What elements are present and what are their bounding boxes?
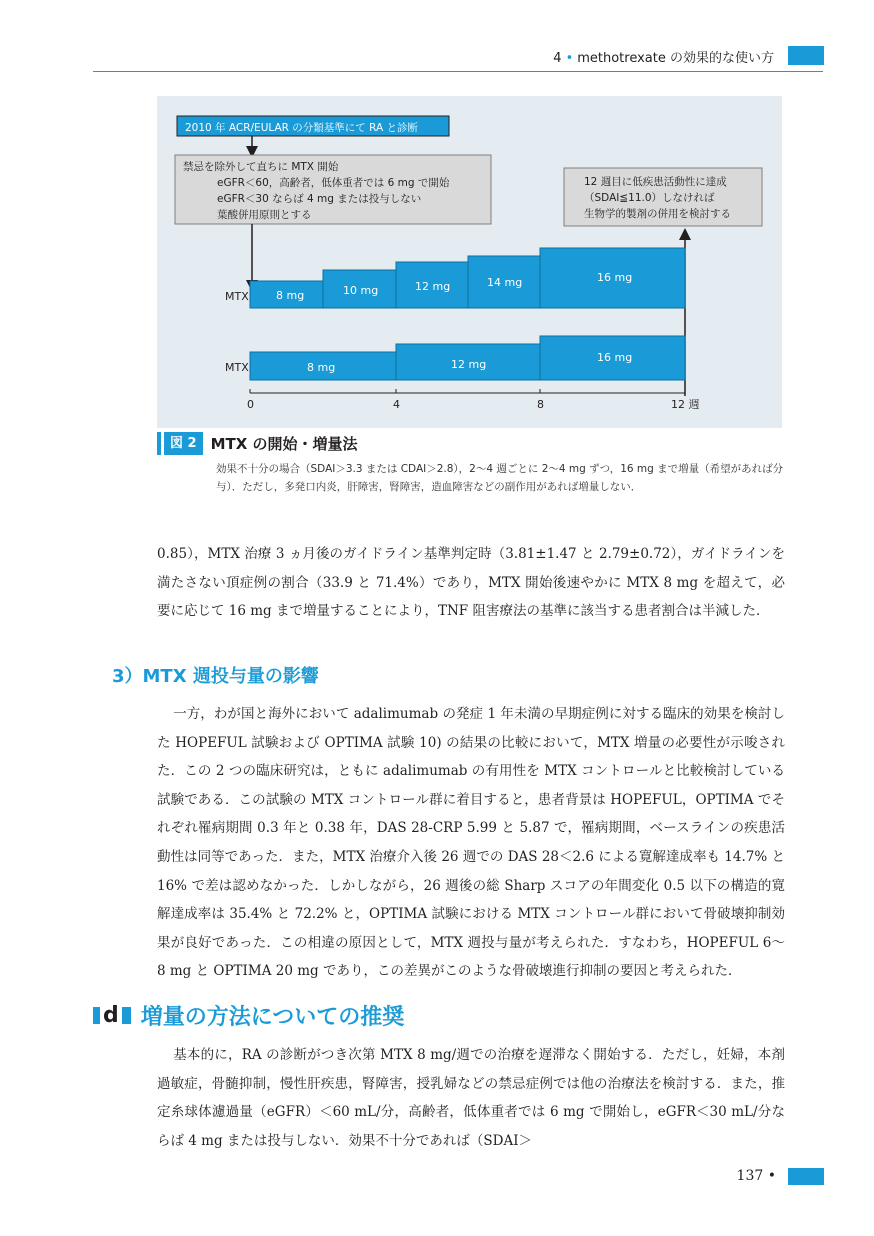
row2-step-label: 8 mg [307,361,336,374]
section-marker-square [122,1007,131,1024]
row1-step-label: 16 mg [597,271,633,284]
body-paragraph-2: 一方，わが国と海外において adalimumab の発症 1 年未満の早期症例に対する臨床的効果を検討した HOPEFUL 試験および OPTIMA 試験 10) の結果の比較において，MTX 増量の必要性が示唆された．この 2 つの臨床研究は，ともに adalimumab の有用性を MTX コントロールと比較検討している試験である．この試験の MTX コントロール群に着目すると，患者背景は HOPEFUL，OPTIMA でそれぞれ罹病期間 0.3 年と 0.38 年，DAS 28-CRP 5.99 と 5.87 で，罹病期間，ベースラインの疾患活動性は同等であった．また，MTX 治療介入後 26 週での DAS 28＜2.6 による寛解達成率も 14.7% と 16% で差は認めなかった．しかしながら，26 週後の総 Sharp スコアの年間変化 0.5 以下の構造的寛解達成率は 35.4% と 72.2% と，OPTIMA 試験における MTX コントロール群において骨破壊抑制効果が良好であった．この相違の原因として，MTX 週投与量が考えられた．すなわち，HOPEFUL 6〜8 mg と OPTIMA 20 mg であり，この差異がこのような骨破壊進行抑制の要因と考えられた． [157,706,785,980]
row2-step-label: 12 mg [451,358,487,371]
start-box-line-3: eGFR＜30 ならば 4 mg または投与しない [217,193,422,205]
right-box-line-2: （SDAI≦11.0）しなければ [584,192,715,204]
running-header [553,47,774,66]
row2-label: MTX [225,361,249,374]
page-number: 137 • [736,1168,776,1184]
start-box-line-1: 禁忌を除外して直ちに MTX 開始 [183,161,339,173]
axis-tick-label: 0 [247,398,254,411]
row1-step-label: 14 mg [487,276,523,289]
body-paragraph-1: 0.85），MTX 治療 3 ヵ月後のガイドライン基準判定時（3.81±1.47 と 2.79±0.72），ガイドラインを満たさない頂症例の割合（33.9 と 71.4%）であり，MTX 開始後速やかに MTX 8 mg を超えて，必要に応じて 16 mg まで増量することにより，TNF 阻害療法の基準に該当する患者割合は半減した． [157,546,785,620]
row1-step-label: 12 mg [415,280,451,293]
body-paragraph-3: 基本的に，RA の診断がつき次第 MTX 8 mg/週での治療を遅滞なく開始する．ただし，妊婦，本剤過敏症，骨髄抑制，慢性肝疾患，腎障害，授乳婦などの禁忌症例では他の治療法を検討する．また，推定糸球体濾過量（eGFR）＜60 mL/分，高齢者，低体重者では 6 mg で開始し，eGFR＜30 mL/分ならば 4 mg または投与しない．効果不十分であれば（SDAI＞ [157,1047,785,1149]
start-box-line-2: eGFR＜60，高齢者，低体重者では 6 mg で開始 [217,177,450,189]
subsection-heading: 3）MTX 週投与量の影響 [112,666,319,687]
figure-caption: 効果不十分の場合（SDAI＞3.3 または CDAI＞2.8），2〜4 週ごとに 2〜4 mg ずつ，16 mg まで増量（希望があれば分与）．ただし，多発口内炎，肝障害，腎障害，造血障害などの副作用があれば増量しない． [216,463,784,493]
dosing-diagram-svg [157,96,782,428]
figure-2-diagram [157,96,782,428]
figure-label [157,432,358,455]
header-rule [93,71,823,72]
page-number-value: 137 [736,1168,764,1184]
section-letter: d [103,1003,119,1028]
chapter-title: methotrexate の効果的な使い方 [577,51,774,66]
row2-step-label: 16 mg [597,351,633,364]
row1-step-label: 8 mg [276,289,305,302]
figure-title: MTX の開始・増量法 [210,435,358,453]
right-box-line-1: 12 週目に低疾患活動性に達成 [584,176,727,188]
section-heading [93,1000,404,1031]
start-box-line-4: 葉酸併用原則とする [217,209,312,221]
diagnosis-box-text: 2010 年 ACR/EULAR の分類基準にて RA と診断 [185,122,419,134]
axis-tick-label: 12 週 [671,398,700,411]
figure-label-bar [157,432,161,455]
right-box-line-3: 生物学的製剤の併用を検討する [584,208,731,220]
chapter-number: 4 [553,51,562,66]
axis-tick-label: 4 [393,398,400,411]
bullet-icon: • [565,51,574,66]
row1-step-label: 10 mg [343,284,379,297]
figure-number: 図 2 [164,432,203,455]
row1-label: MTX [225,290,249,303]
header-accent-block [788,46,824,65]
footer-accent-block [788,1168,824,1185]
section-marker-square [93,1007,100,1024]
section-title: 増量の方法についての推奨 [140,1005,405,1030]
axis-tick-label: 8 [537,398,544,411]
